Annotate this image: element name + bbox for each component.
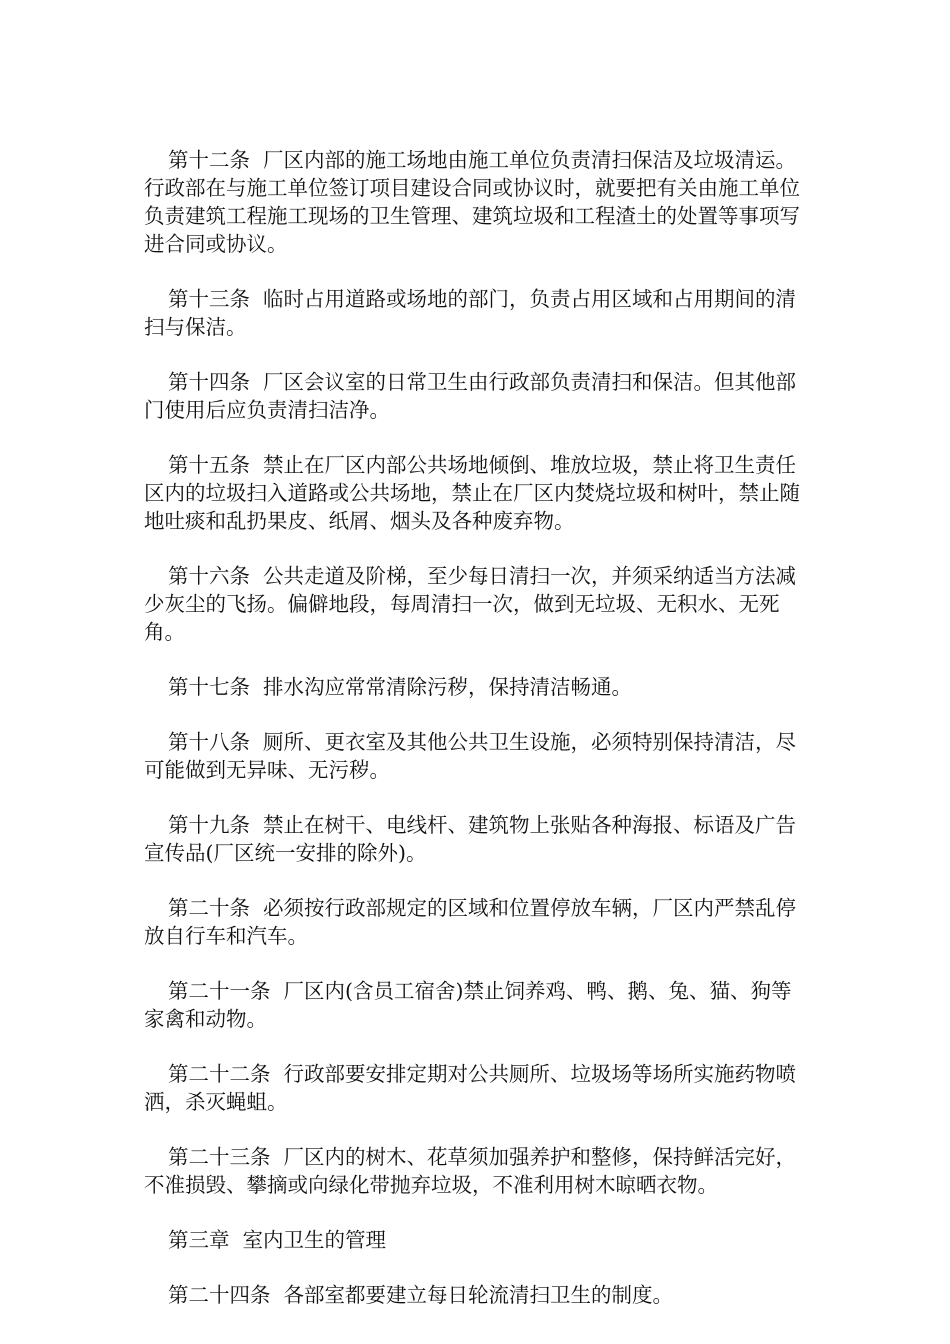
paragraph-article-20: 第二十条 必须按行政部规定的区域和位置停放车辆，厂区内严禁乱停放自行车和汽车。	[144, 896, 797, 948]
paragraph-article-24: 第二十四条 各部室都要建立每日轮流清扫卫生的制度。	[168, 1283, 674, 1307]
paragraph-article-14: 第十四条 厂区会议室的日常卫生由行政部负责清扫和保洁。但其他部门使用后应负责清扫洁净。	[144, 370, 797, 422]
paragraph-article-21: 第二十一条 厂区内(含员工宿舍)禁止饲养鸡、鸭、鹅、兔、猫、狗等家禽和动物。	[144, 979, 792, 1031]
paragraph-article-13: 第十三条 临时占用道路或场地的部门，负责占用区域和占用期间的清扫与保洁。	[144, 287, 797, 339]
chapter-heading-3: 第三章 室内卫生的管理	[168, 1228, 387, 1252]
paragraph-article-22: 第二十二条 行政部要安排定期对公共厕所、垃圾场等场所实施药物喷洒，杀灭蝇蛆。	[144, 1062, 797, 1114]
paragraph-article-16: 第十六条 公共走道及阶梯，至少每日清扫一次，并须采纳适当方法减少灰尘的飞扬。偏僻地段，每周清扫一次，做到无垃圾、无积水、无死角。	[144, 564, 797, 644]
document-body	[144, 146, 808, 1336]
paragraph-article-12: 第十二条 厂区内部的施工场地由施工单位负责清扫保洁及垃圾清运。行政部在与施工单位签订项目建设合同或协议时，就要把有关由施工单位负责建筑工程施工现场的卫生管理、建筑垃圾和工程渣土的处置等事项写进合同或协议。	[144, 148, 800, 256]
paragraph-article-23: 第二十三条 厂区内的树木、花草须加强养护和整修，保持鲜活完好，不准损毁、攀摘或向绿化带抛弃垃圾，不准利用树木晾晒衣物。	[144, 1145, 797, 1197]
paragraph-article-15: 第十五条 禁止在厂区内部公共场地倾倒、堆放垃圾，禁止将卫生责任区内的垃圾扫入道路或公共场地，禁止在厂区内焚烧垃圾和树叶，禁止随地吐痰和乱扔果皮、纸屑、烟头及各种废弃物。	[144, 453, 800, 533]
paragraph-article-19: 第十九条 禁止在树干、电线杆、建筑物上张贴各种海报、标语及广告宣传品(厂区统一安排的除外)。	[144, 813, 797, 865]
paragraph-article-18: 第十八条 厕所、更衣室及其他公共卫生设施，必须特别保持清洁，尽可能做到无异味、无污秽。	[144, 730, 797, 782]
paragraph-article-17: 第十七条 排水沟应常常清除污秽，保持清洁畅通。	[168, 675, 633, 699]
